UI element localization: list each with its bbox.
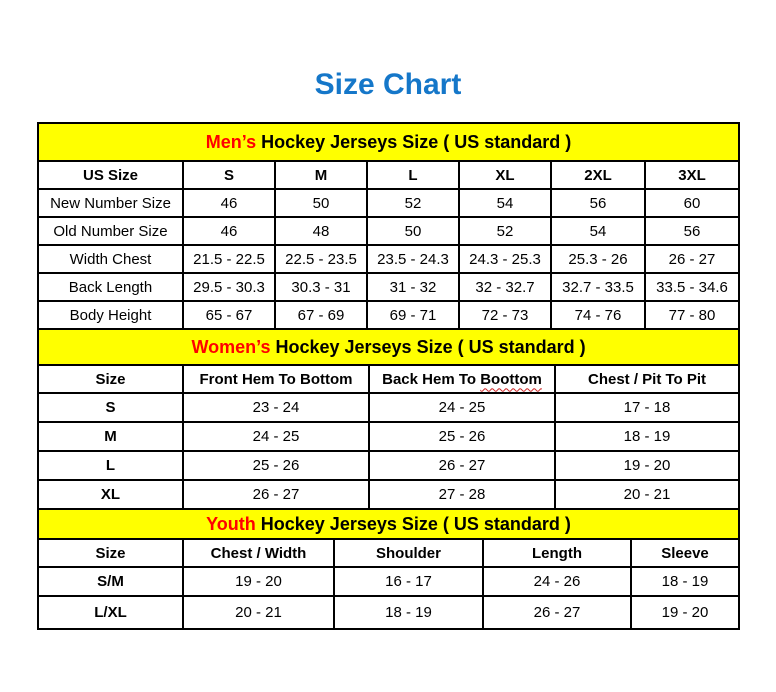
table-row	[38, 217, 739, 245]
table-cell: 24 - 25	[183, 422, 369, 451]
table-cell: 17 - 18	[555, 393, 739, 422]
womens-size-table	[37, 328, 740, 510]
youth-col-header: Chest / Width	[183, 539, 334, 567]
youth-col-header: Length	[483, 539, 631, 567]
table-cell: 18 - 19	[631, 567, 739, 596]
table-cell: 24 - 25	[369, 393, 555, 422]
table-cell: 29.5 - 30.3	[183, 273, 275, 301]
table-cell: 32.7 - 33.5	[551, 273, 645, 301]
mens-col-header: S	[183, 161, 275, 189]
womens-band-highlight: Women’s	[191, 336, 271, 357]
mens-row-label: New Number Size	[38, 189, 183, 217]
table-cell: 60	[645, 189, 739, 217]
youth-row-label: S/M	[38, 567, 183, 596]
table-cell: 52	[459, 217, 551, 245]
womens-row-label: L	[38, 451, 183, 480]
mens-row-label: Width Chest	[38, 245, 183, 273]
youth-table-title-row	[38, 509, 739, 539]
table-cell: 52	[367, 189, 459, 217]
table-row	[38, 393, 739, 422]
table-cell: 65 - 67	[183, 301, 275, 329]
womens-row-label: S	[38, 393, 183, 422]
youth-table-title	[38, 509, 739, 539]
table-cell: 50	[275, 189, 367, 217]
mens-table-title-row	[38, 123, 739, 161]
mens-row-label: Back Length	[38, 273, 183, 301]
back-hem-label-prefix: Back Hem To	[382, 370, 481, 388]
mens-row-label: Old Number Size	[38, 217, 183, 245]
table-row	[38, 480, 739, 509]
table-cell: 56	[645, 217, 739, 245]
womens-col-header: Size	[38, 365, 183, 393]
table-cell: 54	[551, 217, 645, 245]
table-cell: 31 - 32	[367, 273, 459, 301]
table-cell: 18 - 19	[555, 422, 739, 451]
table-row	[38, 189, 739, 217]
mens-col-header: L	[367, 161, 459, 189]
youth-col-header: Shoulder	[334, 539, 483, 567]
youth-header-row	[38, 539, 739, 567]
mens-band-rest: Hockey Jerseys Size ( US standard )	[256, 131, 572, 152]
table-cell: 69 - 71	[367, 301, 459, 329]
back-hem-misspelled-word: Boottom	[480, 370, 542, 388]
table-cell: 46	[183, 217, 275, 245]
youth-col-header: Size	[38, 539, 183, 567]
table-row	[38, 301, 739, 329]
table-cell: 72 - 73	[459, 301, 551, 329]
table-cell: 30.3 - 31	[275, 273, 367, 301]
table-cell: 32 - 32.7	[459, 273, 551, 301]
table-cell: 27 - 28	[369, 480, 555, 509]
table-cell: 19 - 20	[183, 567, 334, 596]
table-cell: 24 - 26	[483, 567, 631, 596]
table-cell: 25.3 - 26	[551, 245, 645, 273]
table-cell: 46	[183, 189, 275, 217]
youth-row-label: L/XL	[38, 596, 183, 629]
table-row	[38, 273, 739, 301]
table-cell: 24.3 - 25.3	[459, 245, 551, 273]
table-cell: 20 - 21	[555, 480, 739, 509]
womens-col-header	[369, 365, 555, 393]
womens-col-header: Front Hem To Bottom	[183, 365, 369, 393]
mens-col-header: 3XL	[645, 161, 739, 189]
table-row	[38, 596, 739, 629]
table-cell: 25 - 26	[183, 451, 369, 480]
mens-band-highlight: Men’s	[205, 131, 257, 152]
table-cell: 74 - 76	[551, 301, 645, 329]
table-cell: 26 - 27	[483, 596, 631, 629]
table-cell: 26 - 27	[645, 245, 739, 273]
table-cell: 54	[459, 189, 551, 217]
mens-row-label: Body Height	[38, 301, 183, 329]
table-cell: 23.5 - 24.3	[367, 245, 459, 273]
table-cell: 19 - 20	[631, 596, 739, 629]
table-cell: 67 - 69	[275, 301, 367, 329]
mens-size-table	[37, 122, 740, 330]
table-cell: 18 - 19	[334, 596, 483, 629]
womens-col-header: Chest / Pit To Pit	[555, 365, 739, 393]
table-cell: 56	[551, 189, 645, 217]
youth-col-header: Sleeve	[631, 539, 739, 567]
table-row	[38, 245, 739, 273]
table-cell: 20 - 21	[183, 596, 334, 629]
table-cell: 19 - 20	[555, 451, 739, 480]
table-cell: 22.5 - 23.5	[275, 245, 367, 273]
womens-band-rest: Hockey Jerseys Size ( US standard )	[270, 336, 586, 357]
table-cell: 21.5 - 22.5	[183, 245, 275, 273]
table-cell: 25 - 26	[369, 422, 555, 451]
table-cell: 26 - 27	[183, 480, 369, 509]
table-row	[38, 451, 739, 480]
table-cell: 16 - 17	[334, 567, 483, 596]
mens-col-header: US Size	[38, 161, 183, 189]
table-cell: 50	[367, 217, 459, 245]
table-row	[38, 567, 739, 596]
page-title: Size Chart	[314, 68, 462, 101]
youth-band-rest: Hockey Jerseys Size ( US standard )	[255, 513, 571, 534]
mens-header-row	[38, 161, 739, 189]
table-cell: 23 - 24	[183, 393, 369, 422]
womens-row-label: M	[38, 422, 183, 451]
table-cell: 26 - 27	[369, 451, 555, 480]
mens-col-header: XL	[459, 161, 551, 189]
womens-row-label: XL	[38, 480, 183, 509]
youth-band-highlight: Youth	[206, 513, 256, 534]
table-cell: 33.5 - 34.6	[645, 273, 739, 301]
womens-header-row	[38, 365, 739, 393]
table-row	[38, 422, 739, 451]
table-cell: 48	[275, 217, 367, 245]
size-chart-tables	[37, 122, 738, 630]
table-cell: 77 - 80	[645, 301, 739, 329]
womens-table-title-row	[38, 329, 739, 365]
mens-table-title	[38, 123, 739, 161]
youth-size-table	[37, 508, 740, 630]
womens-table-title	[38, 329, 739, 365]
mens-col-header: M	[275, 161, 367, 189]
mens-col-header: 2XL	[551, 161, 645, 189]
